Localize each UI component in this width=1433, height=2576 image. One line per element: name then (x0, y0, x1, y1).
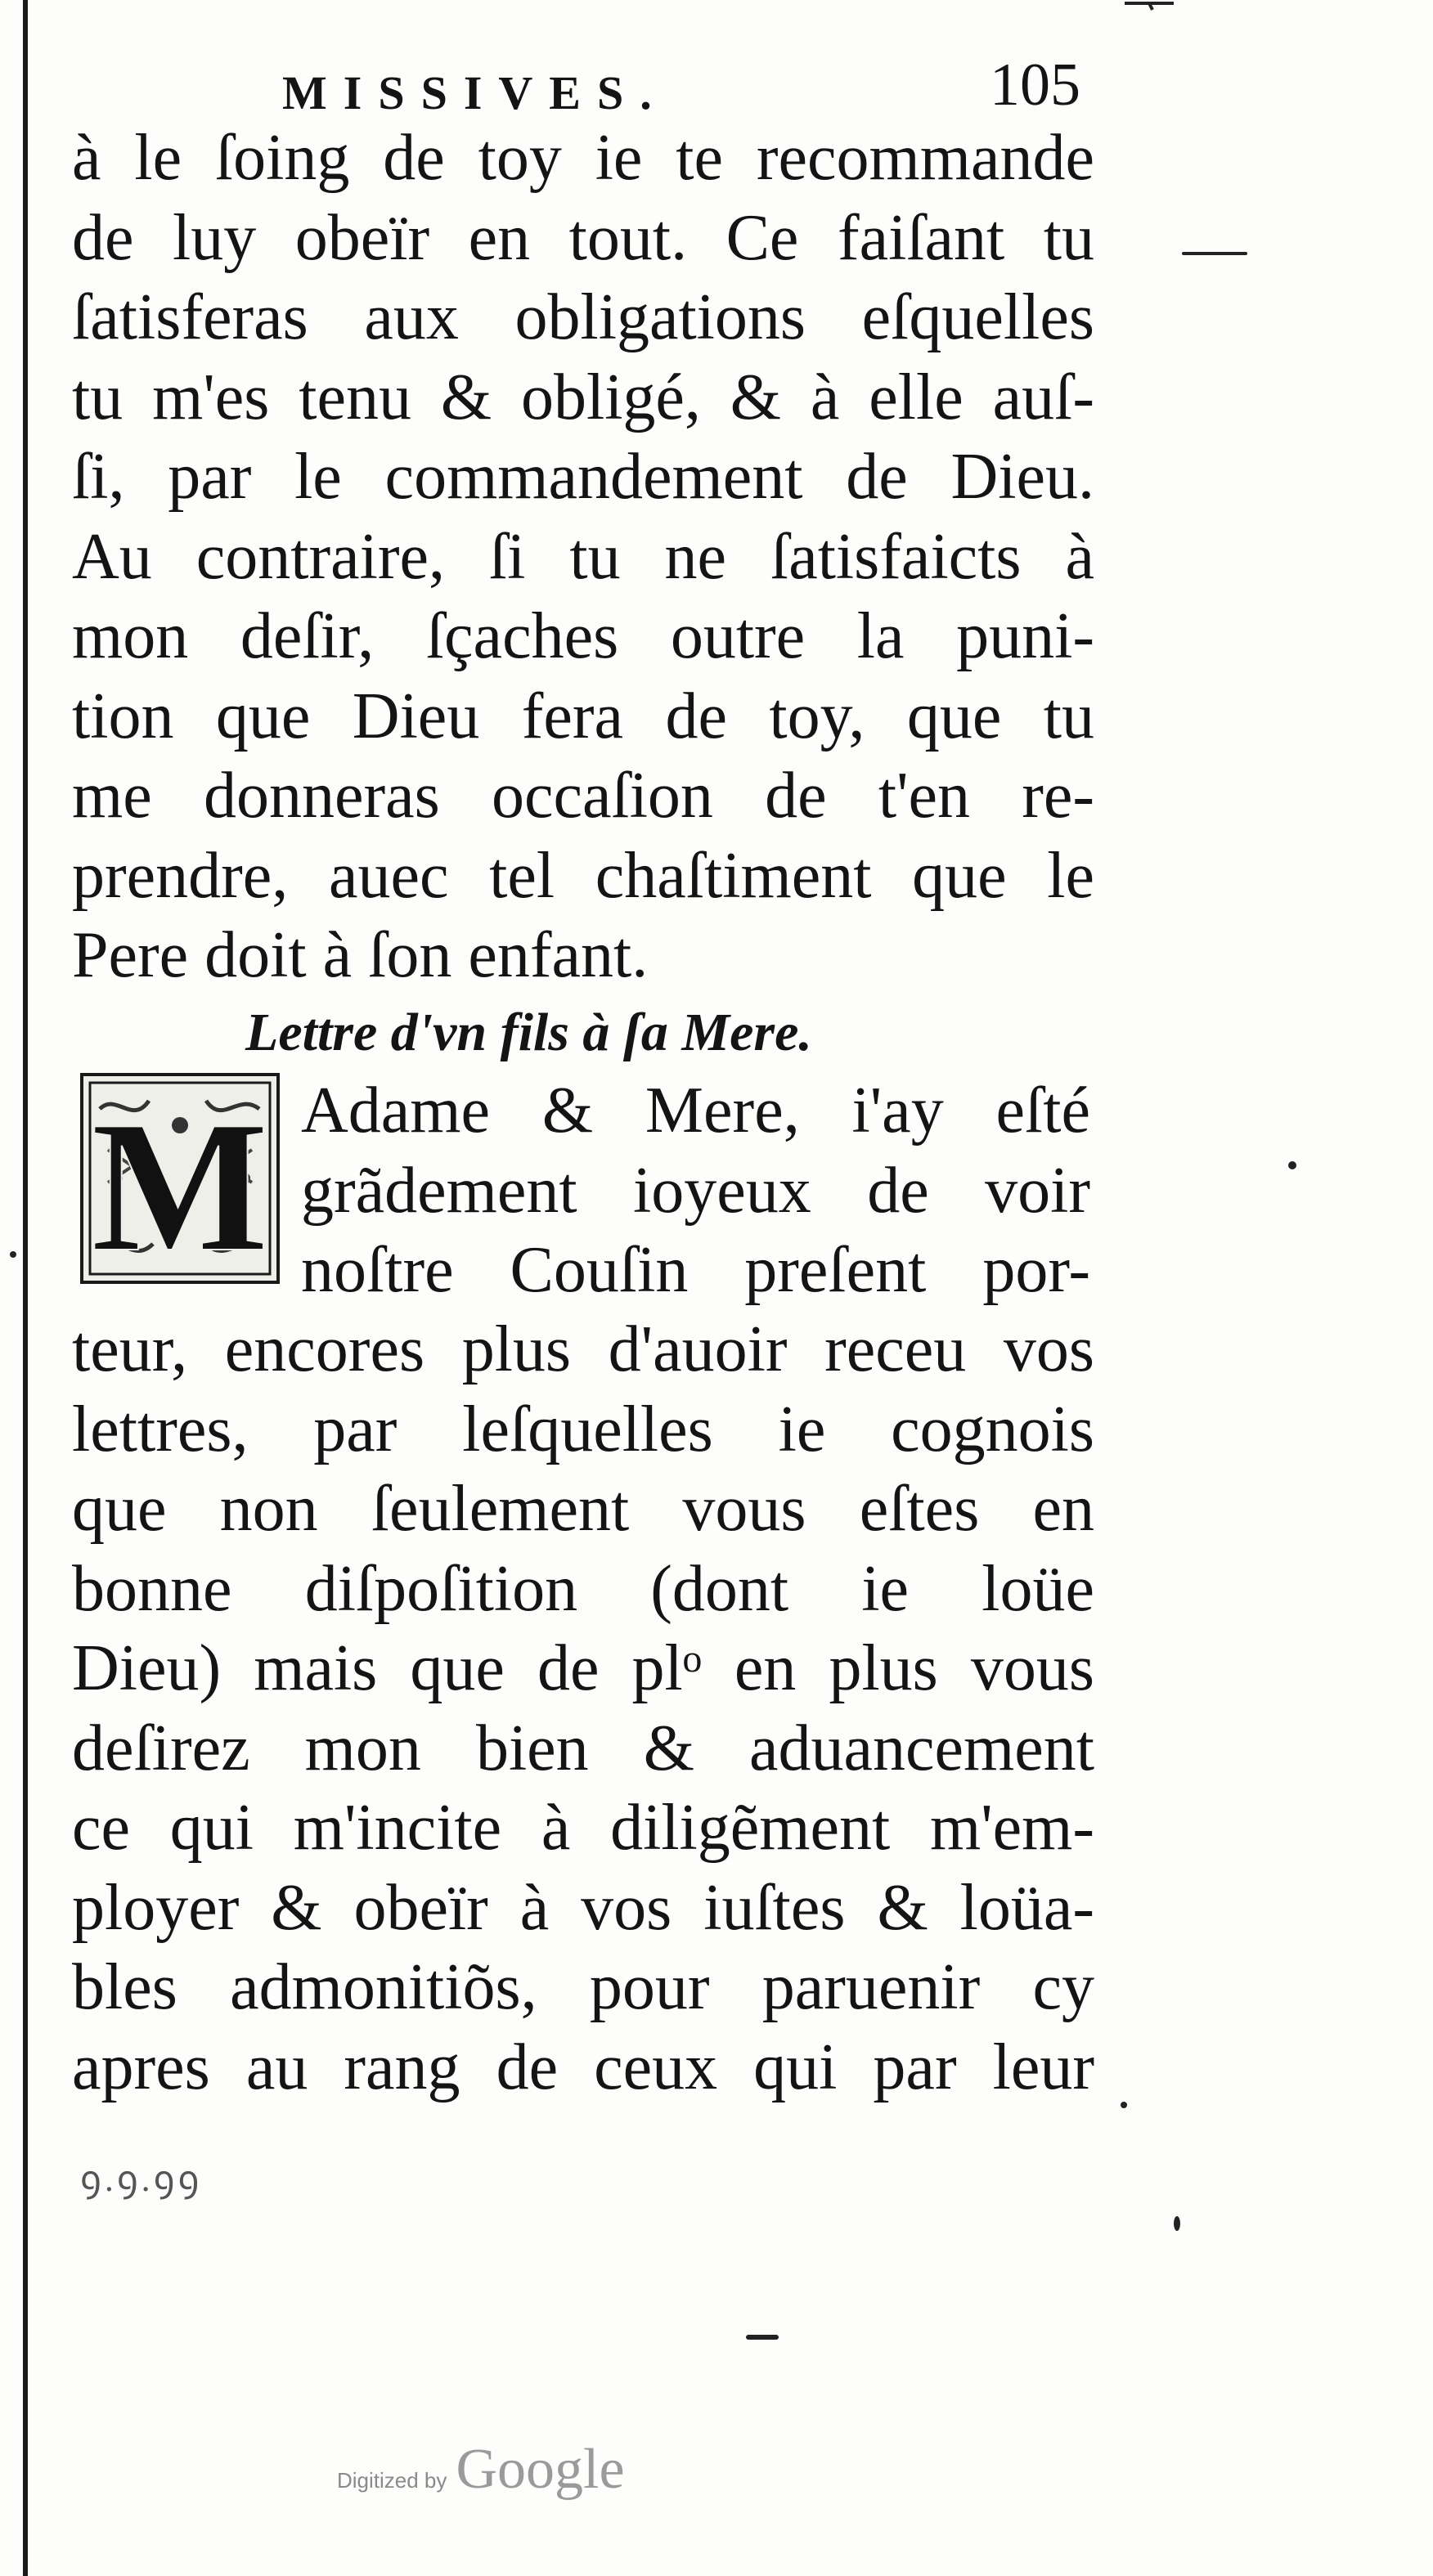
text-line: noſtre Couſin preſent por- (301, 1234, 1090, 1306)
text-line: de luy obeïr en tout. Ce faiſant tu (72, 201, 1094, 274)
google-wordmark: Google (456, 2438, 625, 2501)
text-line: bonne diſpoſition (dont ie loüe (72, 1552, 1094, 1625)
page-edge-rule (23, 0, 28, 2576)
page-number: 105 (990, 52, 1080, 119)
text-line: prendre, auec tel chaſtiment que le (72, 839, 1094, 912)
footer-scribble: ꝯ.ꝯ.ꝯꝯ (80, 2159, 203, 2199)
text-line: ce qui m'incite à diligẽment m'em- (72, 1792, 1094, 1864)
text-line: grãdement ioyeux de voir (301, 1154, 1090, 1227)
text-line: teur, encores plus d'auoir receu vos (72, 1313, 1094, 1385)
digitized-by-google (337, 2437, 625, 2502)
decorated-initial-m (80, 1073, 280, 1284)
text-line: Pere doit à ſon enfant. (72, 919, 649, 991)
initial-letter: M (91, 1082, 269, 1281)
passage-2-indented (301, 1071, 1090, 1311)
text-line: Adame & Mere, i'ay eſté (301, 1075, 1090, 1147)
header-title: MISSIVES. (282, 66, 668, 119)
text-line: apres au rang de ceux qui par leur (72, 2031, 1094, 2103)
speck (1288, 1161, 1296, 1169)
speck (10, 1251, 16, 1258)
text-line: mon deſir, ſçaches outre la puni- (72, 600, 1094, 672)
text-line: ployer & obeïr à vos iuſtes & loüa- (72, 1871, 1094, 1944)
speck (746, 2335, 779, 2340)
letter-heading: Lettre d'vn fils à ſa Mere. (245, 1003, 812, 1062)
text-line: deſirez mon bien & aduancement (72, 1712, 1094, 1784)
speck (1182, 252, 1247, 255)
text-line: à le ſoing de toy ie te recommande (72, 122, 1094, 194)
corner-mark (1125, 0, 1174, 11)
text-line: me donneras occaſion de t'en re- (72, 760, 1094, 832)
initial-letter (83, 1076, 276, 1281)
text-line: Dieu) mais que de plᵒ en plus vous (72, 1632, 1094, 1704)
text-line: Au contraire, ſi tu ne ſatisfaicts à (72, 520, 1094, 593)
text-line: bles admonitiõs, pour paruenir cy (72, 1951, 1094, 2023)
digitized-label: Digitized by (337, 2468, 447, 2493)
text-line: ſi, par le commandement de Dieu. (72, 441, 1094, 513)
passage-2 (72, 1310, 1094, 2107)
passage-1 (72, 119, 1094, 996)
text-line: tu m'es tenu & obligé, & à elle auſ- (72, 361, 1094, 433)
speck (1121, 2102, 1127, 2108)
text-line: tion que Dieu fera de toy, que tu (72, 680, 1094, 752)
text-line: lettres, par leſquelles ie cognois (72, 1393, 1094, 1465)
speck (1174, 2216, 1180, 2231)
text-line: ſatisferas aux obligations eſquelles (72, 281, 1094, 353)
text-line: que non ſeulement vous eſtes en (72, 1473, 1094, 1545)
